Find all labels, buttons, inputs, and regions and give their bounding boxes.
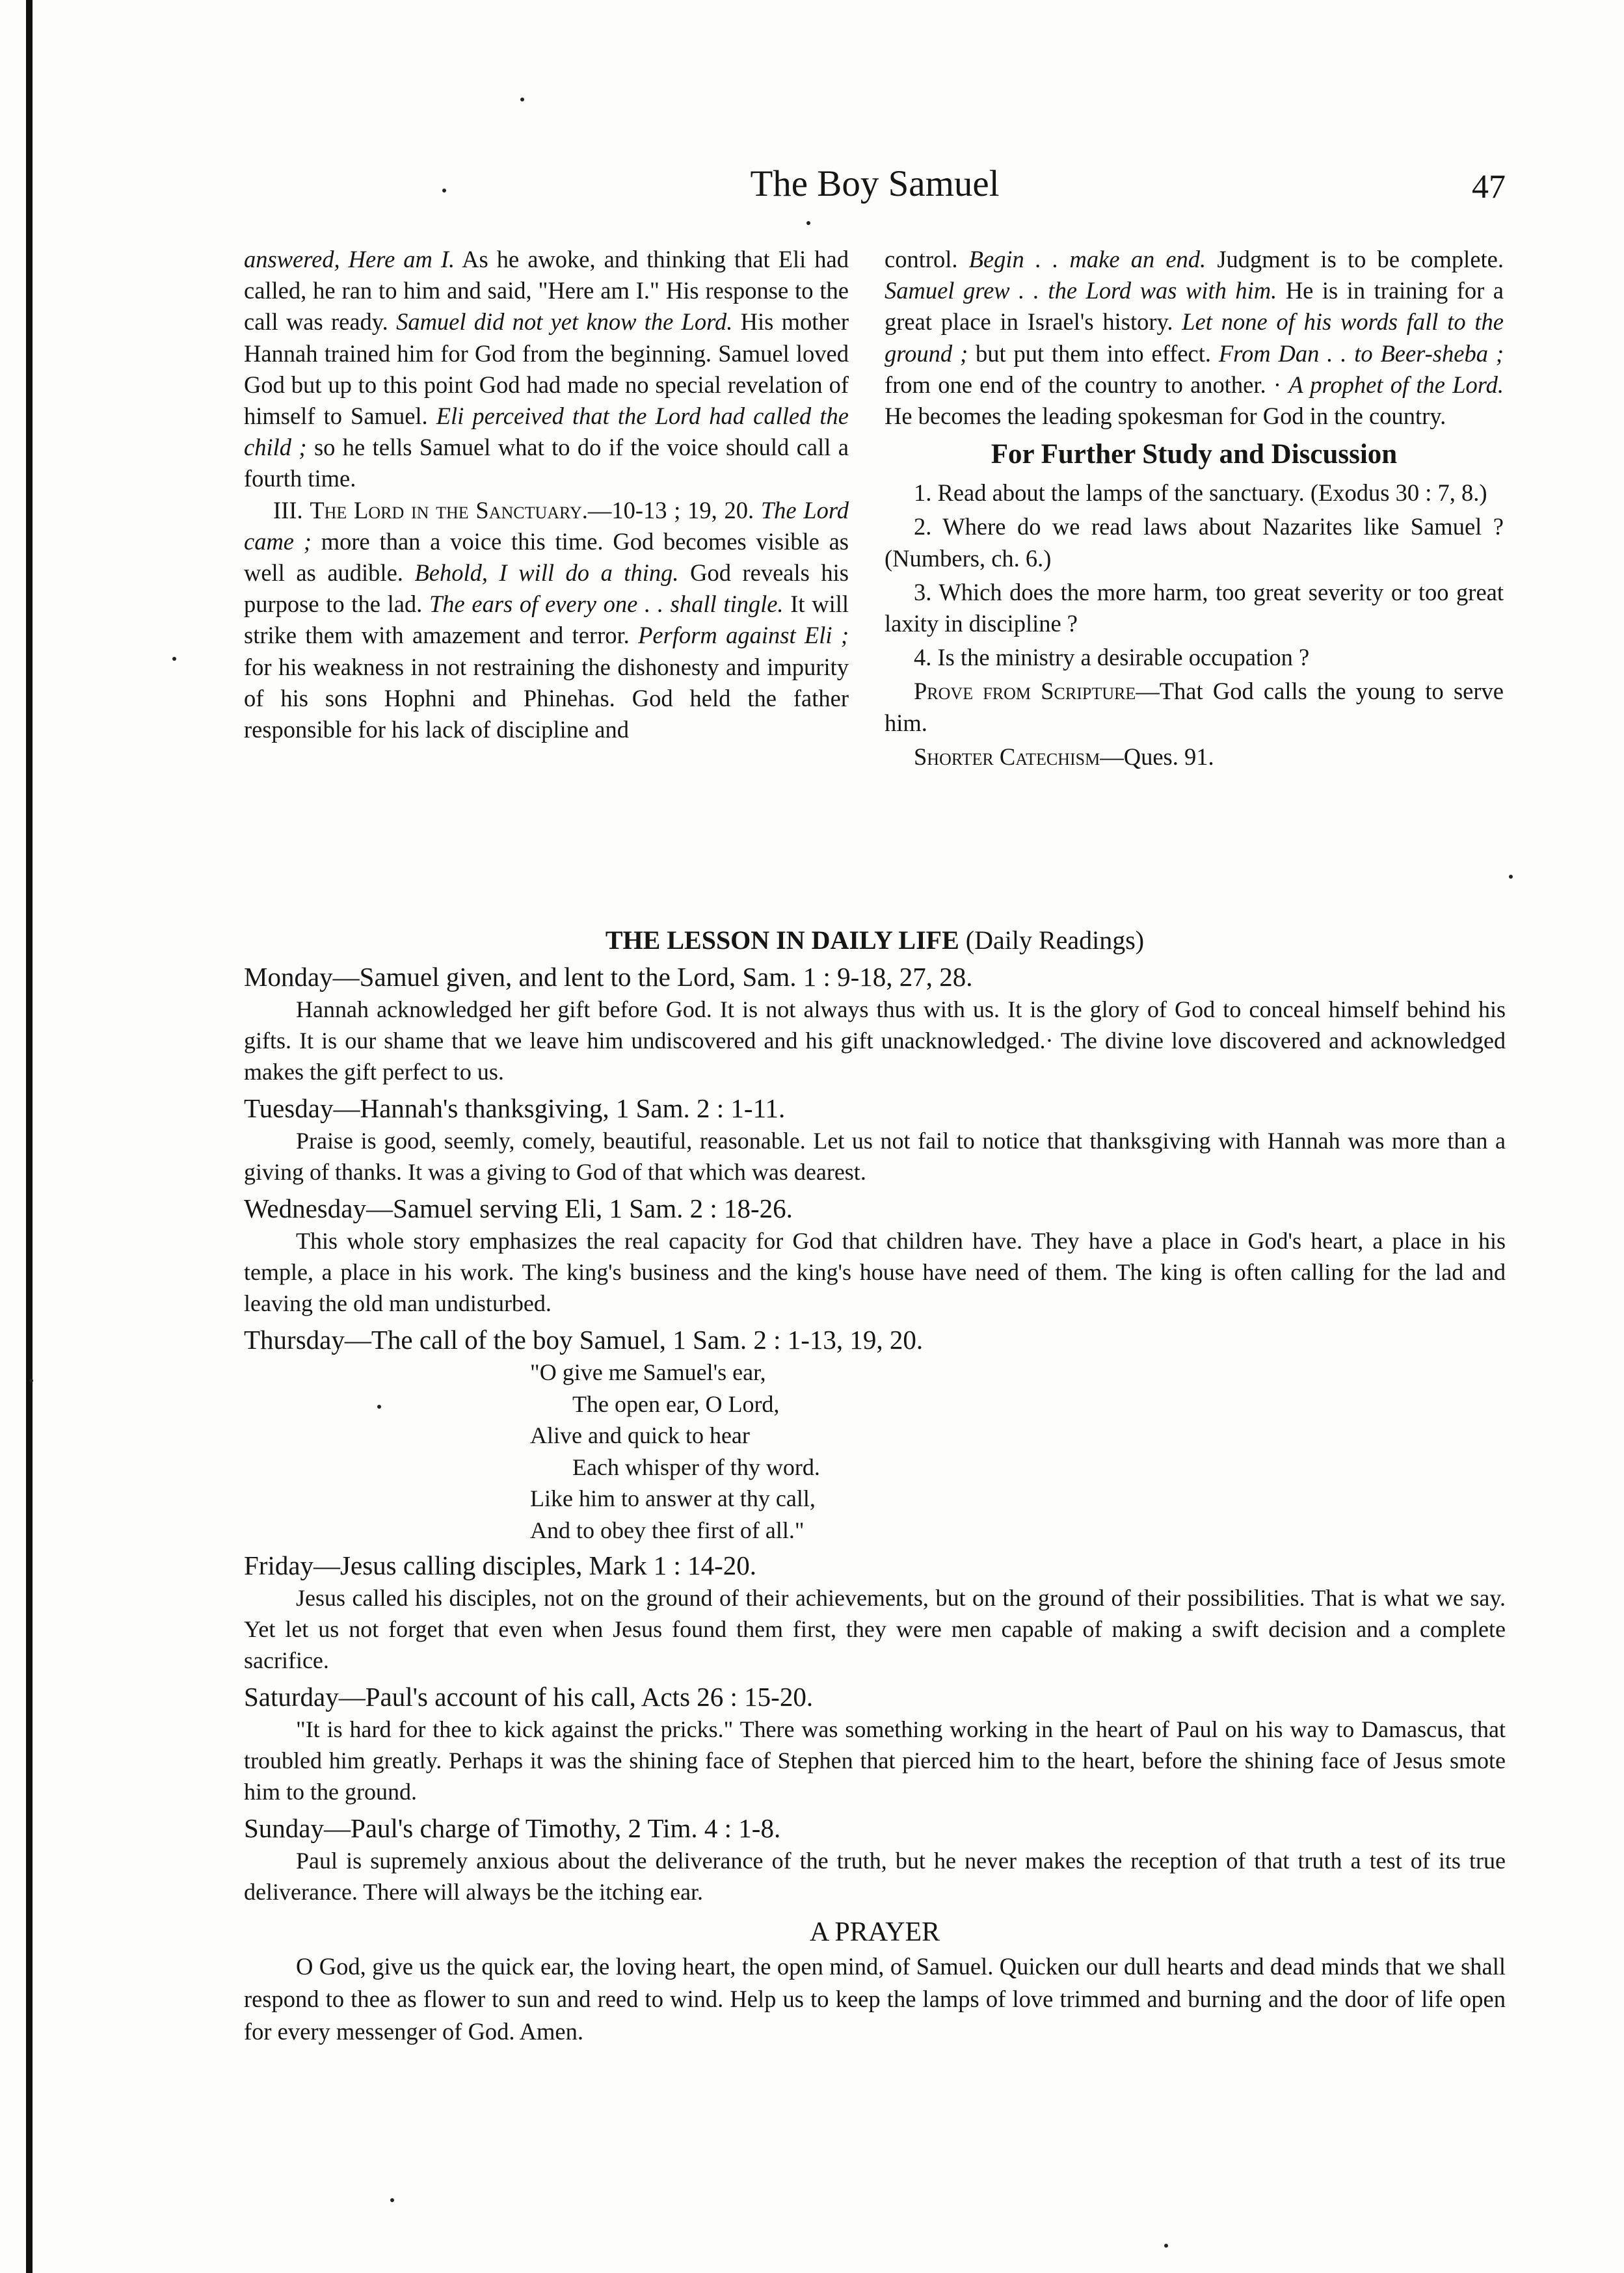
commentary-text: more than a voice this time. God becomes visible as well as audible.	[244, 527, 849, 587]
scripture-quote: answered, Here am I.	[244, 246, 455, 272]
catechism-reference	[885, 741, 1504, 773]
hymn-line: Alive and quick to hear	[530, 1422, 750, 1448]
prove-from-scripture	[885, 676, 1504, 738]
hymn-verse	[530, 1357, 1506, 1546]
hymn-line: The open ear, O Lord,	[572, 1390, 780, 1417]
commentary-text: God reveals his purpose to the lad.	[244, 559, 849, 618]
day-heading-saturday: Saturday—Paul's account of his call, Acts 26 : 15-20.	[244, 1682, 814, 1712]
scripture-quote: Samuel did not yet know the Lord.	[396, 308, 733, 336]
commentary-text: It will strike them with amazement and terror.	[244, 591, 849, 649]
prove-label: Prove from Scripture	[914, 678, 1136, 705]
commentary-text: Judgment is to be complete.	[1206, 246, 1504, 272]
scripture-quote: Samuel grew . . the Lord was with him.	[885, 277, 1277, 304]
study-question: 3. Which does the more harm, too great severity or too great laxity in discipline ?	[885, 578, 1504, 637]
commentary-paragraph	[244, 244, 849, 495]
page-header	[244, 163, 1506, 221]
commentary-text: He is in training for a great place in Israel's history.	[885, 277, 1504, 336]
scripture-quote: Let none of his words fall to the ground ;	[885, 308, 1504, 367]
commentary-paragraph	[885, 244, 1504, 432]
reading-tuesday: Praise is good, seemly, comely, beautiful, reasonable. Let us not fail to notice that thanksgiving with Hannah was more than a giving of thanks. It was a giving to God of that which was dearest.	[244, 1128, 1506, 1185]
day-heading-friday: Friday—Jesus calling disciples, Mark 1 : 14-20.	[244, 1550, 757, 1580]
scripture-quote: Perform against Eli ;	[638, 622, 849, 649]
reading-sunday: Paul is supremely anxious about the deliverance of the truth, but he never makes the reception of that truth a test of its true deliverance. There will always be the itching ear.	[244, 1848, 1506, 1905]
hymn-line: Like him to answer at thy call,	[530, 1485, 816, 1511]
scripture-quote: From Dan . . to Beer-sheba ;	[1218, 339, 1504, 367]
scripture-quote: A prophet of the Lord.	[1288, 371, 1504, 398]
study-question: 2. Where do we read laws about Nazarites like Samuel ? (Numbers, ch. 6.)	[885, 513, 1504, 572]
scripture-quote: The Lord came ;	[244, 496, 849, 555]
commentary-text: for his weakness in not restraining the dishonesty and impurity of his sons Hophni and Phinehas. God held the father responsible for his lack of discipline and	[244, 653, 849, 743]
hymn-line: Each whisper of thy word.	[572, 1454, 820, 1480]
prayer-text: O God, give us the quick ear, the loving heart, the open mind, of Samuel. Quicken our dull hearts and dead minds that we shall respond to thee as flower to sun and reed to wind. Help us to keep the lamps of love trimmed and burning and the door of life open for every messenger of God. Amen.	[244, 1953, 1506, 2045]
prove-text: —That God calls the young to serve him.	[885, 678, 1504, 736]
scripture-quote: Behold, I will do a thing.	[414, 559, 679, 587]
commentary-text: so he tells Samuel what to do if the voice should call a fourth time.	[244, 434, 849, 492]
study-questions	[885, 477, 1504, 773]
page-edge-shadow	[26, 0, 33, 2273]
verse-reference: .—10-13 ; 19, 20.	[581, 496, 761, 524]
print-speck	[390, 2198, 394, 2202]
section-heading: The Lord in the Sanctuary	[310, 496, 582, 524]
prayer-title: A PRAYER	[809, 1917, 940, 1947]
commentary-text: but put them into effect.	[968, 339, 1219, 367]
print-speck	[1509, 875, 1513, 879]
hymn-line: "O give me Samuel's ear,	[530, 1359, 766, 1385]
print-speck	[520, 98, 524, 101]
commentary-text: control.	[885, 246, 969, 272]
reading-wednesday: This whole story emphasizes the real capacity for God that children have. They have a place in God's heart, a place in his temple, a place in his work. The king's business and the king's house have need of them. The king is often calling for the lad and leaving the old man undisturbed.	[244, 1228, 1506, 1316]
daily-readings-title	[244, 924, 1506, 957]
study-question: 1. Read about the lamps of the sanctuary. (Exodus 30 : 7, 8.)	[914, 479, 1487, 507]
commentary-text: from one end of the country to another. ·	[885, 371, 1289, 398]
print-speck	[29, 1379, 33, 1383]
day-heading-sunday: Sunday—Paul's charge of Timothy, 2 Tim. 4 : 1-8.	[244, 1813, 781, 1843]
day-heading-wednesday: Wednesday—Samuel serving Eli, 1 Sam. 2 : 18-26.	[244, 1193, 793, 1223]
daily-readings-section	[244, 924, 1506, 2048]
lesson-title-bold: THE LESSON IN DAILY LIFE	[605, 925, 959, 955]
right-column	[885, 244, 1504, 775]
reading-friday: Jesus called his disciples, not on the ground of their achievements, but on the ground of their possibilities. That is what we say. Yet let us not forget that even when Jesus found them first, they were men capable of making a swift decision and a complete sacrifice.	[244, 1585, 1506, 1673]
print-speck	[172, 657, 176, 661]
print-speck	[806, 221, 810, 225]
hymn-line: And to obey thee first of all."	[530, 1517, 805, 1543]
lesson-title-rest: (Daily Readings)	[959, 925, 1145, 955]
section-paragraph	[244, 495, 849, 746]
catechism-text: —Ques. 91.	[1100, 743, 1214, 770]
scripture-quote: Begin . . make an end.	[968, 246, 1206, 272]
reading-monday: Hannah acknowledged her gift before God. It is not always thus with us. It is the glory of God to conceal himself behind his gifts. It is our shame that we leave him undiscovered and his gift unacknowledged.· The divine love discovered and acknowledged makes the gift perfect to us.	[244, 996, 1506, 1085]
day-heading-thursday: Thursday—The call of the boy Samuel, 1 Sam. 2 : 1-13, 19, 20.	[244, 1325, 924, 1355]
commentary-text: As he awoke, and thinking that Eli had called, he ran to him and said, "Here am I." His response to the call was ready.	[244, 246, 849, 336]
section-numeral: III.	[273, 496, 310, 524]
day-heading-monday: Monday—Samuel given, and lent to the Lord, Sam. 1 : 9-18, 27, 28.	[244, 962, 973, 992]
page-number: 47	[1472, 168, 1506, 206]
study-heading: For Further Study and Discussion	[991, 439, 1398, 470]
scripture-quote: The ears of every one . . shall tingle.	[429, 591, 784, 618]
running-title: The Boy Samuel	[750, 163, 1000, 204]
day-heading-tuesday: Tuesday—Hannah's thanksgiving, 1 Sam. 2 : 1-11.	[244, 1093, 786, 1123]
reading-saturday: "It is hard for thee to kick against the pricks." There was something working in the heart of Paul on his way to Damascus, that troubled him greatly. Perhaps it was the shining face of Stephen that pierced him to the heart, before the shining face of Jesus smote him to the ground.	[244, 1716, 1506, 1805]
study-question: 4. Is the ministry a desirable occupation ?	[914, 644, 1310, 671]
scripture-quote: Eli perceived that the Lord had called the child ;	[244, 403, 849, 461]
commentary-text: His mother Hannah trained him for God from the beginning. Samuel loved God but up to this point God had made no special revelation of himself to Samuel.	[244, 308, 849, 430]
left-column	[244, 244, 849, 745]
print-speck	[1164, 2244, 1168, 2248]
commentary-text: He becomes the leading spokesman for God in the country.	[885, 403, 1446, 430]
catechism-label: Shorter Catechism	[914, 743, 1100, 770]
